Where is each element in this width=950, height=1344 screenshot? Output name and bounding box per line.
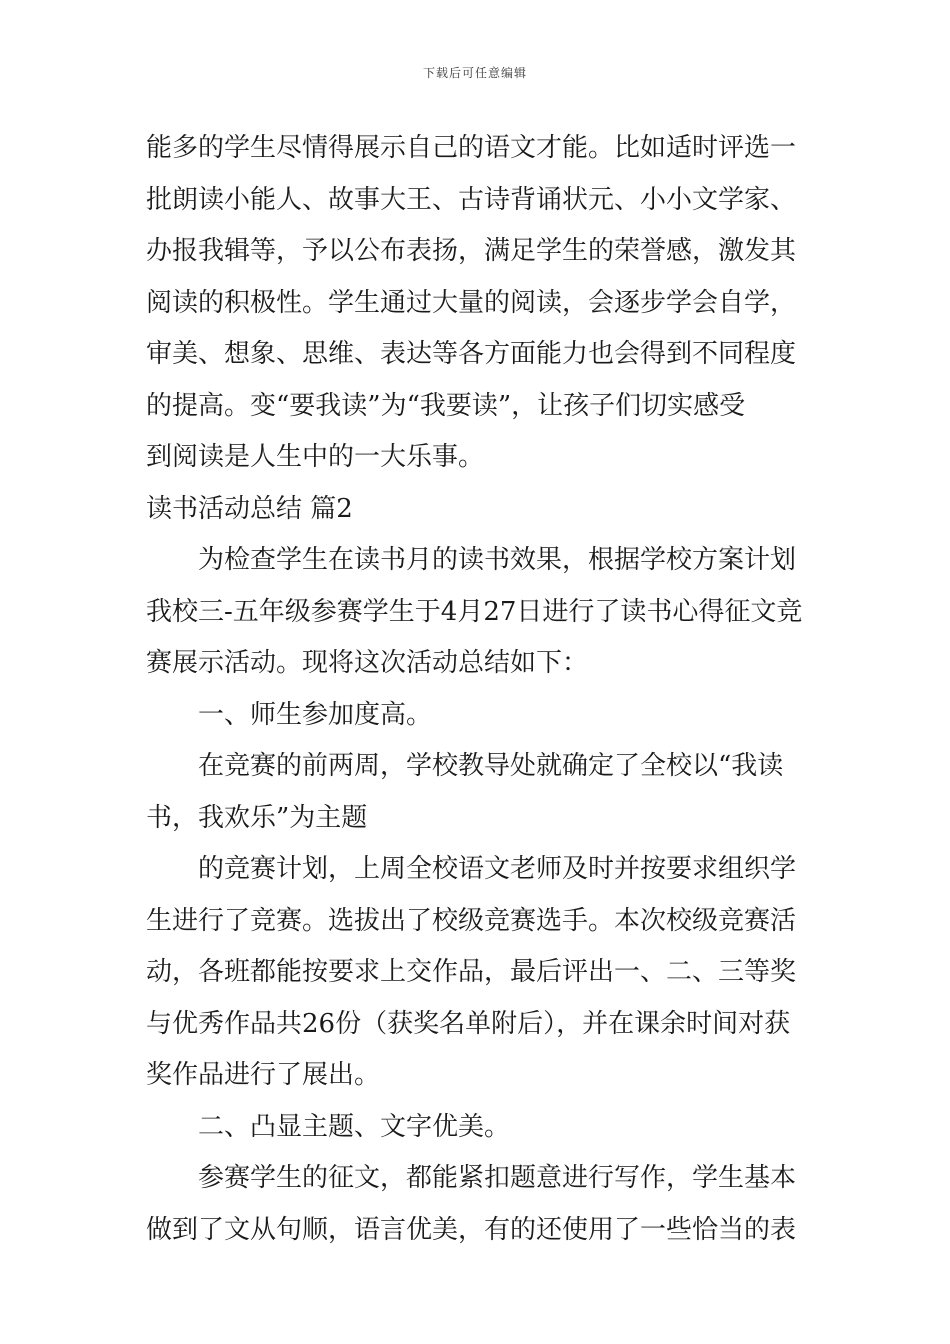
text-line: 为检查学生在读书月的读书效果，根据学校方案计划 [198,545,797,575]
text-line: 赛展示活动。现将这次活动总结如下： [146,648,589,678]
document-body [146,123,810,1256]
text-line: 动，各班都能按要求上交作品，最后评出一、二、三等奖 [146,957,797,987]
text-line: 与优秀作品共26份（获奖名单附后），并在课余时间对获 [146,1008,791,1039]
text-line: 阅读的积极性。学生通过大量的阅读，会逐步学会自学， [146,287,797,318]
text-line: 生进行了竞赛。选拔出了校级竞赛选手。本次校级竞赛活 [146,905,797,936]
text-line: 审美、想象、思维、表达等各方面能力也会得到不同程度 [146,339,797,369]
text-line: 奖作品进行了展出。 [146,1060,381,1090]
text-line: 书，我欢乐”为主题 [146,802,368,833]
text-line: 做到了文从句顺，语言优美，有的还使用了一些恰当的表 [146,1214,797,1245]
text-line: 到阅读是人生中的一大乐事。 [146,442,485,472]
text-line: 的提高。变“要我读”为“我要读”，让孩子们切实感受 [146,390,746,421]
text-line: 参赛学生的征文，都能紧扣题意进行写作，学生基本 [198,1163,797,1193]
page-header-note: 下载后可任意编辑 [422,66,527,80]
text-line: 能多的学生尽情得展示自己的语文才能。比如适时评选一 [146,133,797,163]
section-heading: 读书活动总结 篇2 [146,493,353,524]
subheading-line: 一、师生参加度高。 [198,699,433,730]
subheading-line: 二、凸显主题、文字优美。 [198,1111,511,1142]
text-line: 在竞赛的前两周，学校教导处就确定了全校以“我读 [198,751,784,781]
text-line: 批朗读小能人、故事大王、古诗背诵状元、小小文学家、 [146,184,797,215]
text-line: 办报我辑等，予以公布表扬，满足学生的荣誉感，激发其 [146,236,797,266]
text-line: 的竞赛计划，上周全校语文老师及时并按要求组织学 [198,854,797,884]
text-line: 我校三-五年级参赛学生于4月27日进行了读书心得征文竞 [146,596,803,627]
